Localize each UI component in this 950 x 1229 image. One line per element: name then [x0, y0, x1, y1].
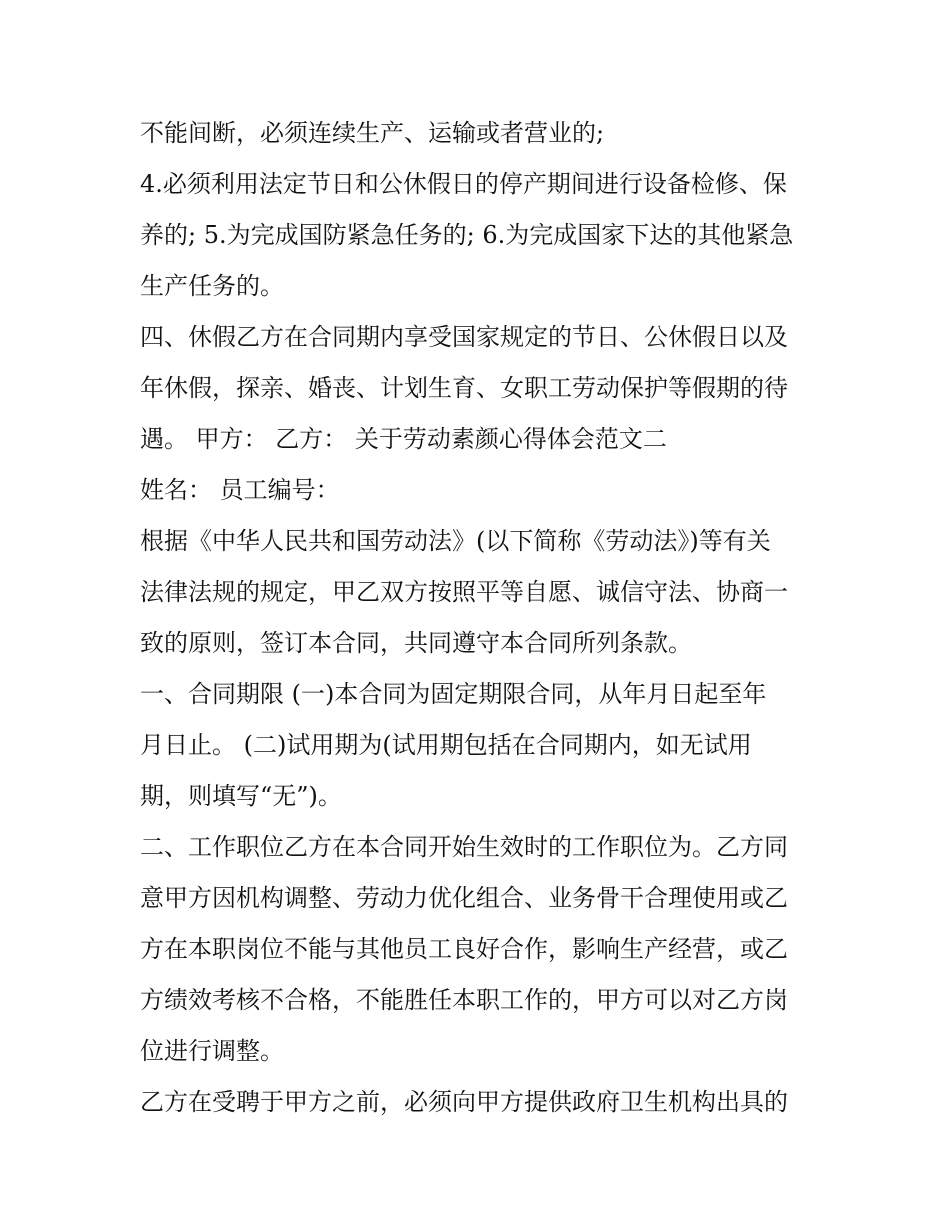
text-line: 月日止。 (二)试用期为(试用期包括在合同期内，如无试用 — [140, 731, 752, 759]
text-line: 4.必须利用法定节日和公休假日的停产期间进行设备检修、保 — [140, 170, 787, 198]
text-line: 四、休假乙方在合同期内享受国家规定的节日、公休假日以及 — [140, 323, 788, 351]
text-line: 方绩效考核不合格，不能胜任本职工作的，甲方可以对乙方岗 — [140, 986, 788, 1014]
text-line: 生产任务的。 — [140, 272, 284, 300]
text-line: 根据《中华人民共和国劳动法》(以下简称《劳动法》)等有关 — [140, 527, 771, 555]
text-line: 一、合同期限 (一)本合同为固定期限合同，从年月日起至年 — [140, 680, 767, 708]
text-line: 意甲方因机构调整、劳动力优化组合、业务骨干合理使用或乙 — [140, 884, 788, 912]
text-line: 姓名： 员工编号： — [140, 476, 340, 504]
text-line: 致的原则，签订本合同，共同遵守本合同所列条款。 — [140, 629, 692, 657]
text-line: 位进行调整。 — [140, 1037, 284, 1065]
text-line: 二、工作职位乙方在本合同开始生效时的工作职位为。乙方同 — [140, 833, 788, 861]
text-line: 法律法规的规定，甲乙双方按照平等自愿、诚信守法、协商一 — [140, 578, 788, 606]
text-line: 不能间断，必须连续生产、运输或者营业的; — [140, 119, 605, 147]
document-body — [140, 108, 820, 1128]
text-line: 养的; 5.为完成国防紧急任务的; 6.为完成国家下达的其他紧急 — [140, 221, 794, 249]
text-line: 遇。 甲方： 乙方： 关于劳动素颜心得体会范文二 — [140, 425, 667, 453]
text-line: 年休假，探亲、婚丧、计划生育、女职工劳动保护等假期的待 — [140, 374, 788, 402]
text-line: 期，则填写“无”)。 — [140, 782, 342, 810]
text-line: 方在本职岗位不能与其他员工良好合作，影响生产经营，或乙 — [140, 935, 788, 963]
text-line: 乙方在受聘于甲方之前，必须向甲方提供政府卫生机构出具的 — [140, 1088, 788, 1116]
